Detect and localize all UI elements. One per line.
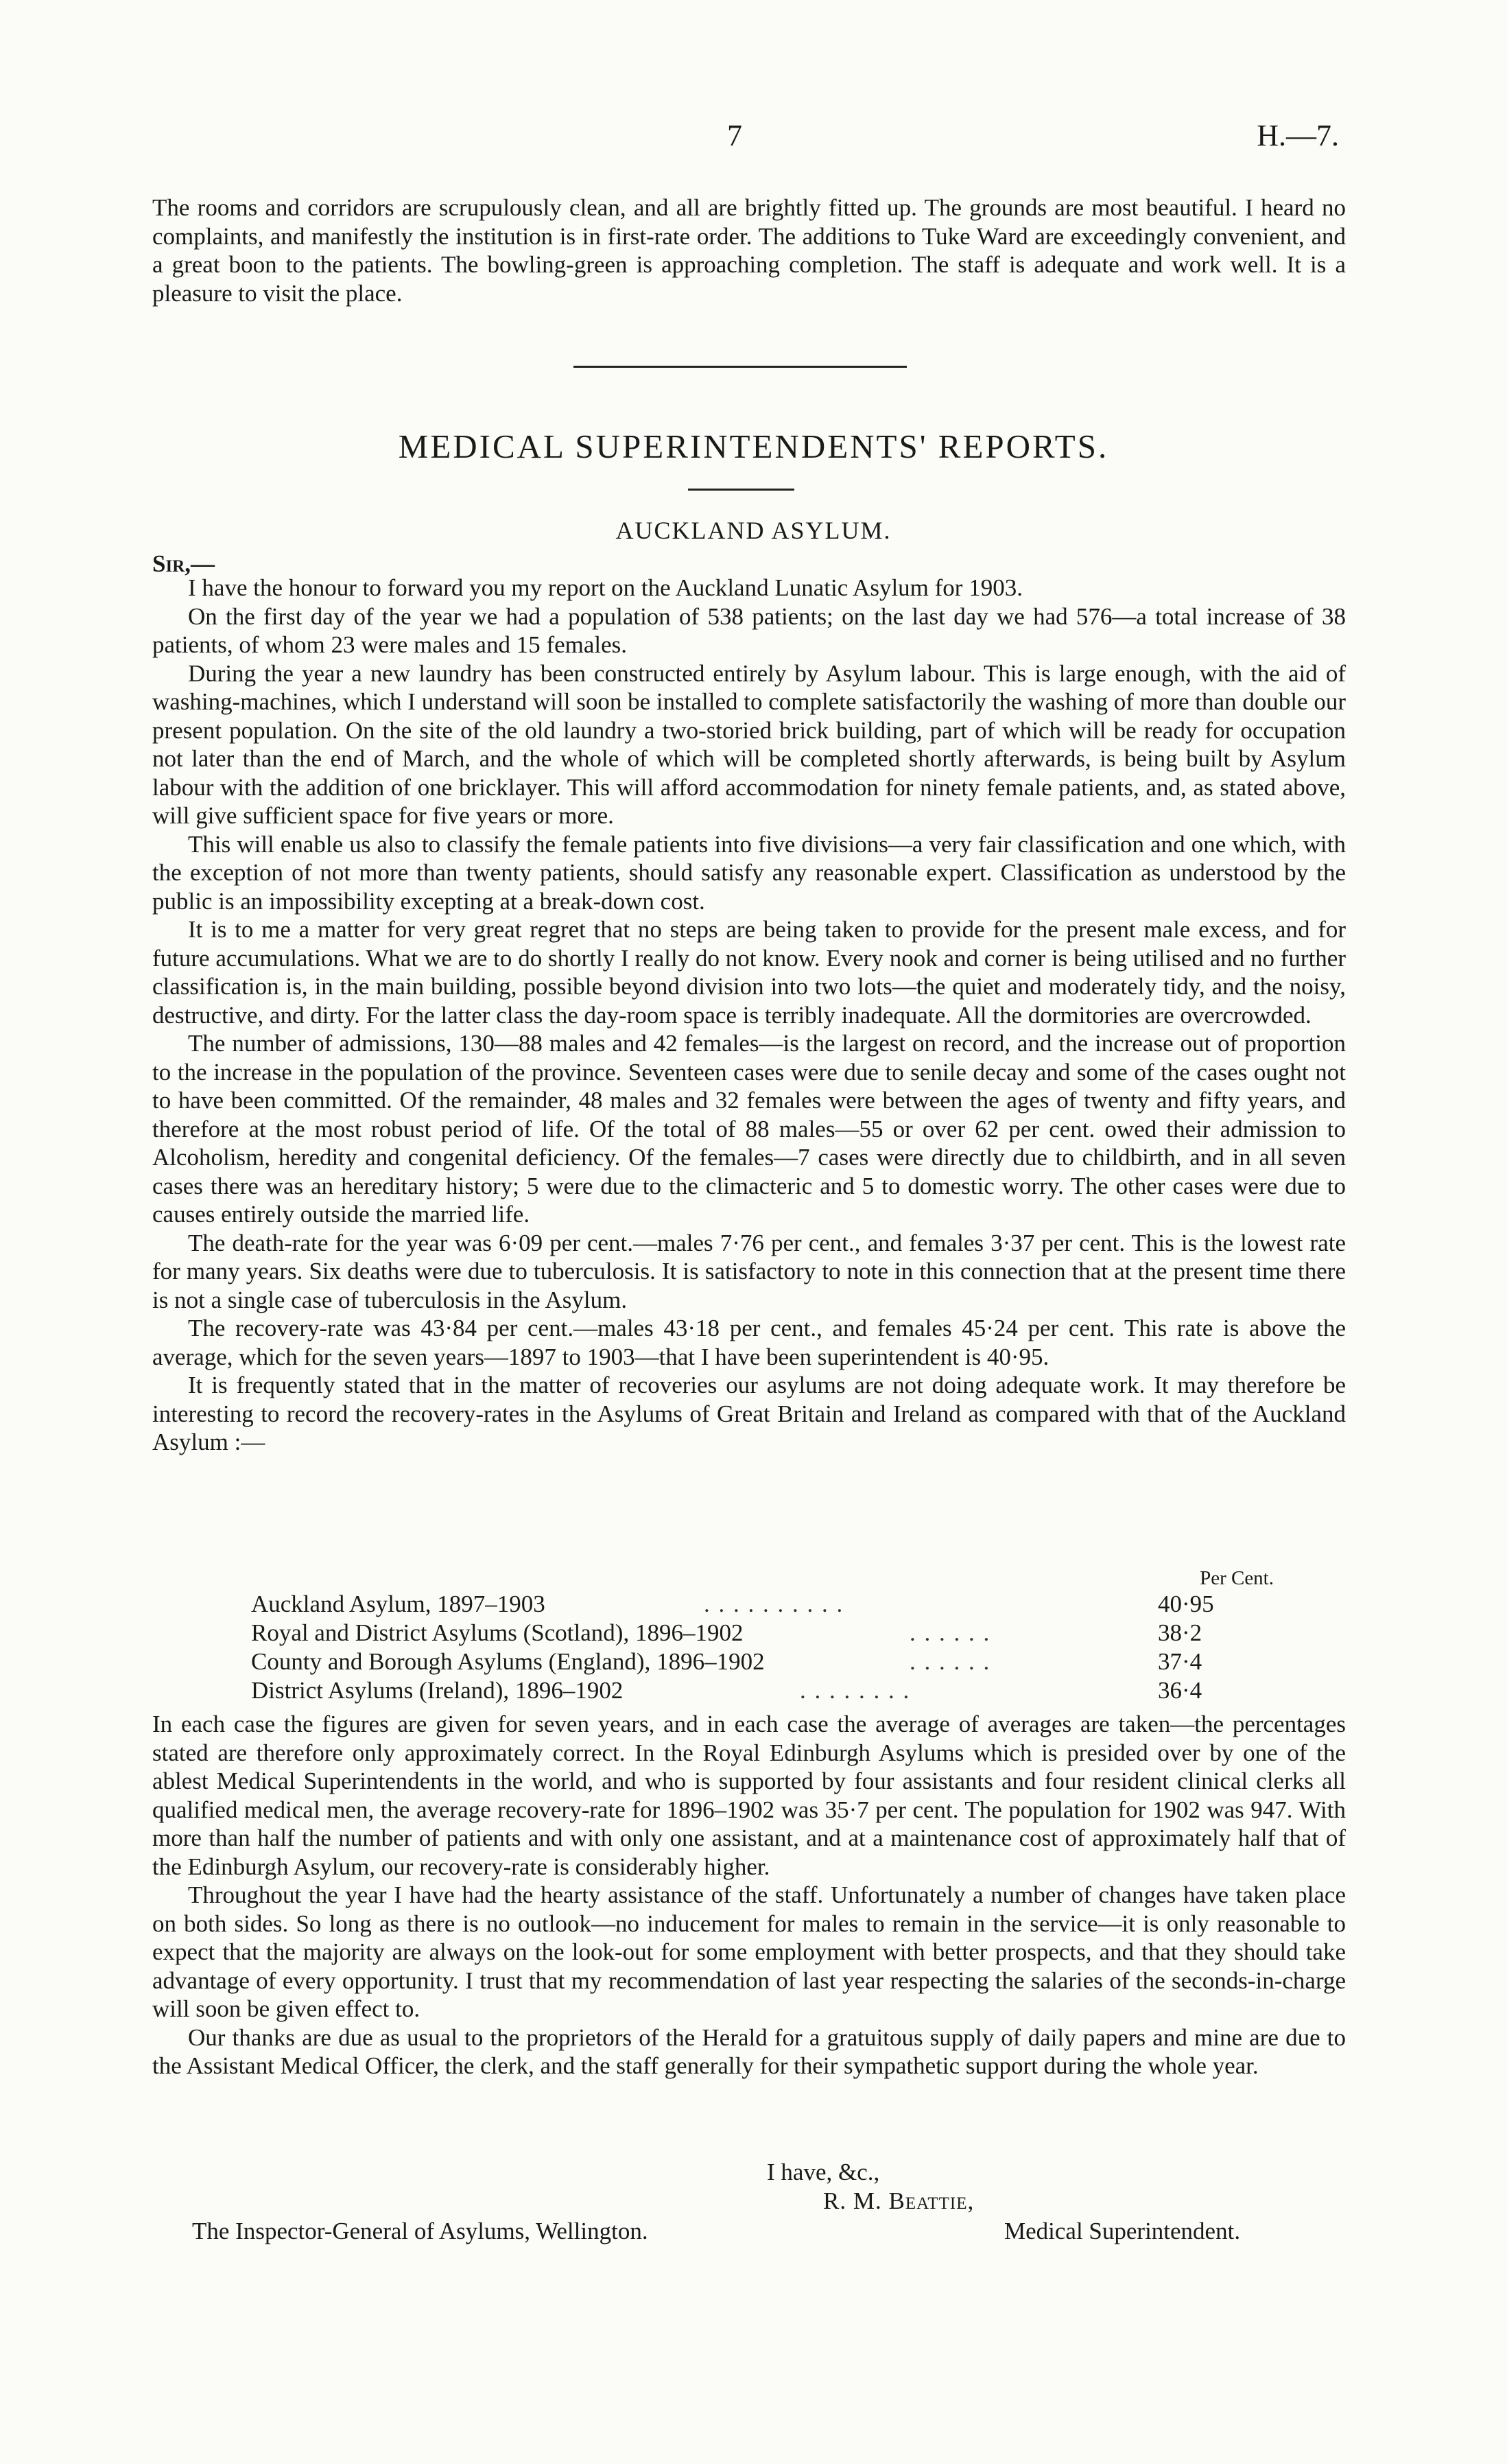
complimentary-close: I have, &c., (767, 2159, 880, 2185)
dot-leader: . . . . . . . . (800, 1677, 911, 1704)
subsection-title: AUCKLAND ASYLUM. (615, 517, 892, 544)
row-value: 37·4 (1158, 1648, 1202, 1675)
row-value: 38·2 (1158, 1619, 1202, 1646)
dot-leader: . . . . . . . . . . (704, 1591, 844, 1617)
paragraph: During the year a new laundry has been constructed entirely by Asylum labour. This is large enough, with the aid of washing-machines, which I understand will soon be installed to complete satisfactorily the washing of more than double our present population. On the site of the old laundry a two-storied brick building, part of which will be ready for occupation not later than the end of March, and the whole of which will be completed shortly afterwards, is being built by Asylum labour with the addition of one bricklayer. This will afford accommodation for ninety female patients, and, as stated above, will give sufficient space for five years or more. (152, 659, 1346, 829)
paragraph: On the first day of the year we had a population of 538 patients; on the last day we had 576—a total increase of 38 patients, of whom 23 were males and 15 females. (152, 602, 1346, 658)
table-row (251, 1677, 1223, 1706)
report-body-part-2 (152, 1710, 1346, 2080)
paragraph: In each case the figures are given for seven years, and in each case the average of averages are taken—the percentages stated are therefore only approximately correct. In the Royal Edinburgh Asylums which is presided over by one of the ablest Medical Superintendents in the world, and who is supported by four assistants and four resident clinical clerks all qualified medical men, the average recovery-rate for 1896–1902 was 35·7 per cent. The population for 1902 was 947. With more than half the number of patients and with only one assistant, and at a maintenance cost of approximately half that of the Edinburgh Asylum, our recovery-rate is considerably higher. (152, 1711, 1346, 1880)
title-divider (688, 489, 794, 491)
addressee: The Inspector-General of Asylums, Wellington. (192, 2218, 648, 2244)
paragraph: It is to me a matter for very great regret that no steps are being taken to provide for the present male excess, and for future accumulations. What we are to do shortly I really do not know. Every nook and corner is being utilised and no further classification is, in the main building, possible beyond division into two lots—the quiet and moderately tidy, and the noisy, destructive, and dirty. For the latter class the day-room space is terribly inadequate. All the dormitories are overcrowded. (152, 916, 1346, 1029)
dot-leader: . . . . . . (910, 1619, 991, 1646)
paragraph: Throughout the year I have had the hearty assistance of the staff. Unfortunately a number of changes have taken place on both sides. So long as there is no outlook—no inducement for males to remain in the service—it is only reasonable to expect that the majority are always on the look-out for some employment with better prospects, and that they should take advantage of every opportunity. I trust that my recommendation of last year respecting the salaries of the seconds-in-charge will soon be given effect to. (152, 1881, 1346, 2022)
report-body-part-1 (152, 574, 1346, 1457)
document-reference: H.—7. (1257, 119, 1339, 152)
table-row (251, 1619, 1223, 1648)
row-label: District Asylums (Ireland), 1896–1902 (251, 1677, 624, 1704)
section-divider (573, 366, 907, 368)
paragraph: Our thanks are due as usual to the proprietors of the Herald for a gratuitous supply of daily papers and mine are due to the Assistant Medical Officer, the clerk, and the staff generally for their sympathetic support during the whole year. (152, 2023, 1346, 2079)
paragraph: The death-rate for the year was 6·09 per cent.—males 7·76 per cent., and females 3·37 per cent. This is the lowest rate for many years. Six deaths were due to tuberculosis. It is satisfactory to note in this connection that at the present time there is not a single case of tuberculosis in the Asylum. (152, 1229, 1346, 1313)
row-value: 40·95 (1158, 1591, 1214, 1617)
row-value: 36·4 (1158, 1677, 1202, 1704)
row-label: Royal and District Asylums (Scotland), 1896–1902 (251, 1619, 744, 1646)
intro-paragraph-block (152, 193, 1346, 307)
paragraph: The recovery-rate was 43·84 per cent.—males 43·18 per cent., and females 45·24 per cent. This rate is above the average, which for the seven years—1897 to 1903—that I have been superintendent is 40·95. (152, 1315, 1346, 1370)
signatory-initials: R. M. (823, 2187, 882, 2214)
paragraph: I have the honour to forward you my report on the Auckland Lunatic Asylum for 1903. (188, 574, 1023, 601)
paragraph: It is frequently stated that in the matter of recoveries our asylums are not doing adequate work. It may therefore be interesting to record the recovery-rates in the Asylums of Great Britain and Ireland as compared with that of the Auckland Asylum :— (152, 1372, 1346, 1455)
section-title: MEDICAL SUPERINTENDENTS' REPORTS. (398, 427, 1109, 465)
signatory-title: Medical Superintendent. (1004, 2218, 1241, 2244)
dot-leader: . . . . . . (910, 1648, 991, 1675)
signatory-surname: Beattie, (888, 2187, 975, 2214)
table-row (251, 1591, 1223, 1619)
signatory-name (823, 2187, 974, 2215)
row-label: County and Borough Asylums (England), 1896–1902 (251, 1648, 765, 1675)
paragraph: This will enable us also to classify the female patients into five divisions—a very fair classification and one which, with the exception of not more than twenty patients, should satisfy any reasonable expert. Classification as understood by the public is an impossibility excepting at a break-down cost. (152, 830, 1346, 915)
intro-paragraph: The rooms and corridors are scrupulously clean, and all are brightly fitted up. The grounds are most beautiful. I heard no complaints, and manifestly the institution is in first-rate order. The additions to Tuke Ward are exceedingly convenient, and a great boon to the patients. The bowling-green is approaching completion. The staff is adequate and work well. It is a pleasure to visit the place. (152, 194, 1346, 307)
table-column-header: Per Cent. (1200, 1567, 1274, 1589)
row-label: Auckland Asylum, 1897–1903 (251, 1591, 545, 1617)
page-number: 7 (727, 119, 742, 152)
table-row (251, 1648, 1223, 1677)
paragraph: The number of admissions, 130—88 males and 42 females—is the largest on record, and the increase out of proportion to the increase in the population of the province. Seventeen cases were due to senile decay and some of the cases ought not to have been committed. Of the remainder, 48 males and 32 females were between the ages of twenty and fifty years, and therefore at the most robust period of life. Of the total of 88 males—55 or over 62 per cent. owed their admission to Alcoholism, heredity and congenital deficiency. Of the females—7 cases were directly due to childbirth, and in all seven cases there was an hereditary history; 5 were due to the climacteric and 5 to domestic worry. The other cases were due to causes entirely outside the married life. (152, 1030, 1346, 1228)
salutation: Sir,— (152, 550, 215, 577)
